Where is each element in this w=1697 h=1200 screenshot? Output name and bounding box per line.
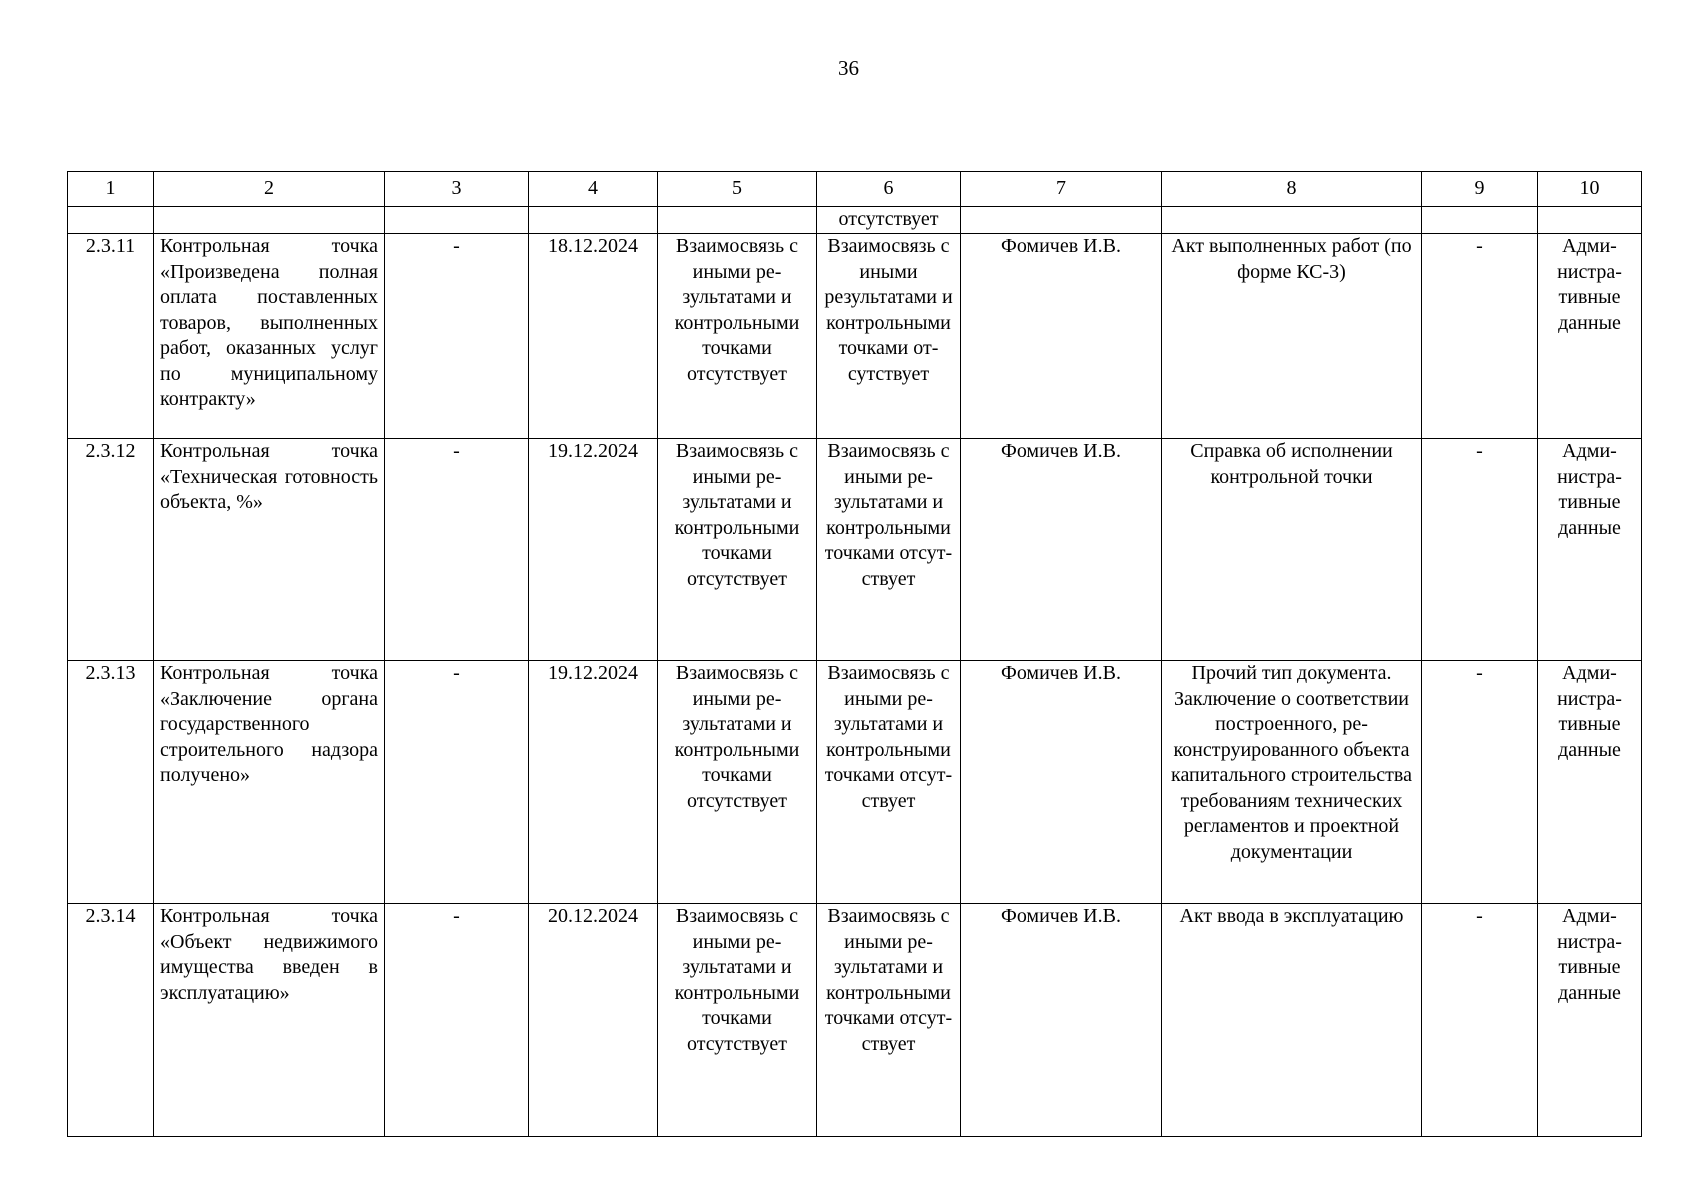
- relation-points-cell: Взаимосвязь с иными результатами и контрольными точками отсутствует: [817, 234, 961, 439]
- source-cell: Административные данные: [1538, 904, 1642, 1137]
- date-cell: 18.12.2024: [529, 234, 658, 439]
- header-cell: 3: [385, 172, 529, 207]
- header-cell: 10: [1538, 172, 1642, 207]
- table-row: [68, 661, 1642, 904]
- source-cell: Административные данные: [1538, 234, 1642, 439]
- table-cell: [529, 207, 658, 234]
- document-cell: Прочий тип документа. Заключение о соответствии построенного, реконструированного объекта капитального строительства требованиям технических регламентов и проектной документации: [1162, 661, 1422, 904]
- header-cell: 7: [961, 172, 1162, 207]
- relation-results-cell: Взаимосвязь с иными результатами и контрольными точками отсутствует: [658, 904, 817, 1137]
- col9-value: -: [1422, 661, 1538, 904]
- table-row: [68, 234, 1642, 439]
- col3-value: -: [385, 234, 529, 439]
- table-cell: [1162, 207, 1422, 234]
- table-cell: [68, 207, 154, 234]
- control-points-table: [67, 171, 1642, 1137]
- row-number: 2.3.11: [68, 234, 154, 439]
- document-cell: Справка об исполнении контрольной точки: [1162, 439, 1422, 661]
- page-number: 36: [838, 56, 859, 80]
- header-cell: 1: [68, 172, 154, 207]
- relation-results-cell: Взаимосвязь с иными результатами и контрольными точками отсутствует: [658, 234, 817, 439]
- table-cell: [961, 207, 1162, 234]
- col9-value: -: [1422, 904, 1538, 1137]
- control-point-title: Контрольная точка «Заключение органа государственного строительного надзора получено»: [154, 661, 385, 904]
- col3-value: -: [385, 904, 529, 1137]
- date-cell: 19.12.2024: [529, 661, 658, 904]
- document-cell: Акт ввода в эксплуатацию: [1162, 904, 1422, 1137]
- document-cell: Акт выполненных работ (по форме КС-3): [1162, 234, 1422, 439]
- col3-value: -: [385, 439, 529, 661]
- table-row: [68, 904, 1642, 1137]
- responsible-cell: Фомичев И.В.: [961, 661, 1162, 904]
- header-cell: 9: [1422, 172, 1538, 207]
- relation-points-cell: Взаимосвязь с иными результатами и контрольными точками отсутствует: [817, 904, 961, 1137]
- date-cell: 20.12.2024: [529, 904, 658, 1137]
- row-number: 2.3.14: [68, 904, 154, 1137]
- col9-value: -: [1422, 439, 1538, 661]
- table-cell: [658, 207, 817, 234]
- continuation-row: [68, 207, 1642, 234]
- table-cell: [154, 207, 385, 234]
- header-cell: 6: [817, 172, 961, 207]
- source-cell: Административные данные: [1538, 439, 1642, 661]
- header-cell: 2: [154, 172, 385, 207]
- continuation-text: отсутствует: [817, 207, 961, 234]
- table-cell: [1422, 207, 1538, 234]
- table-cell: [385, 207, 529, 234]
- row-number: 2.3.13: [68, 661, 154, 904]
- responsible-cell: Фомичев И.В.: [961, 439, 1162, 661]
- relation-points-cell: Взаимосвязь с иными результатами и контрольными точками отсутствует: [817, 661, 961, 904]
- col3-value: -: [385, 661, 529, 904]
- control-point-title: Контрольная точка «Объект недвижимого имущества введен в эксплуатацию»: [154, 904, 385, 1137]
- relation-results-cell: Взаимосвязь с иными результатами и контрольными точками отсутствует: [658, 439, 817, 661]
- row-number: 2.3.12: [68, 439, 154, 661]
- header-cell: 4: [529, 172, 658, 207]
- table-row: [68, 439, 1642, 661]
- col9-value: -: [1422, 234, 1538, 439]
- responsible-cell: Фомичев И.В.: [961, 234, 1162, 439]
- control-point-title: Контрольная точка «Техническая готовность объекта, %»: [154, 439, 385, 661]
- date-cell: 19.12.2024: [529, 439, 658, 661]
- responsible-cell: Фомичев И.В.: [961, 904, 1162, 1137]
- relation-points-cell: Взаимосвязь с иными результатами и контрольными точками отсутствует: [817, 439, 961, 661]
- source-cell: Административные данные: [1538, 661, 1642, 904]
- control-point-title: Контрольная точка «Произведена полная оплата поставленных товаров, выполненных работ, оказанных услуг по муниципальному контракту»: [154, 234, 385, 439]
- table-cell: [1538, 207, 1642, 234]
- header-row: [68, 172, 1642, 207]
- relation-results-cell: Взаимосвязь с иными результатами и контрольными точками отсутствует: [658, 661, 817, 904]
- header-cell: 5: [658, 172, 817, 207]
- header-cell: 8: [1162, 172, 1422, 207]
